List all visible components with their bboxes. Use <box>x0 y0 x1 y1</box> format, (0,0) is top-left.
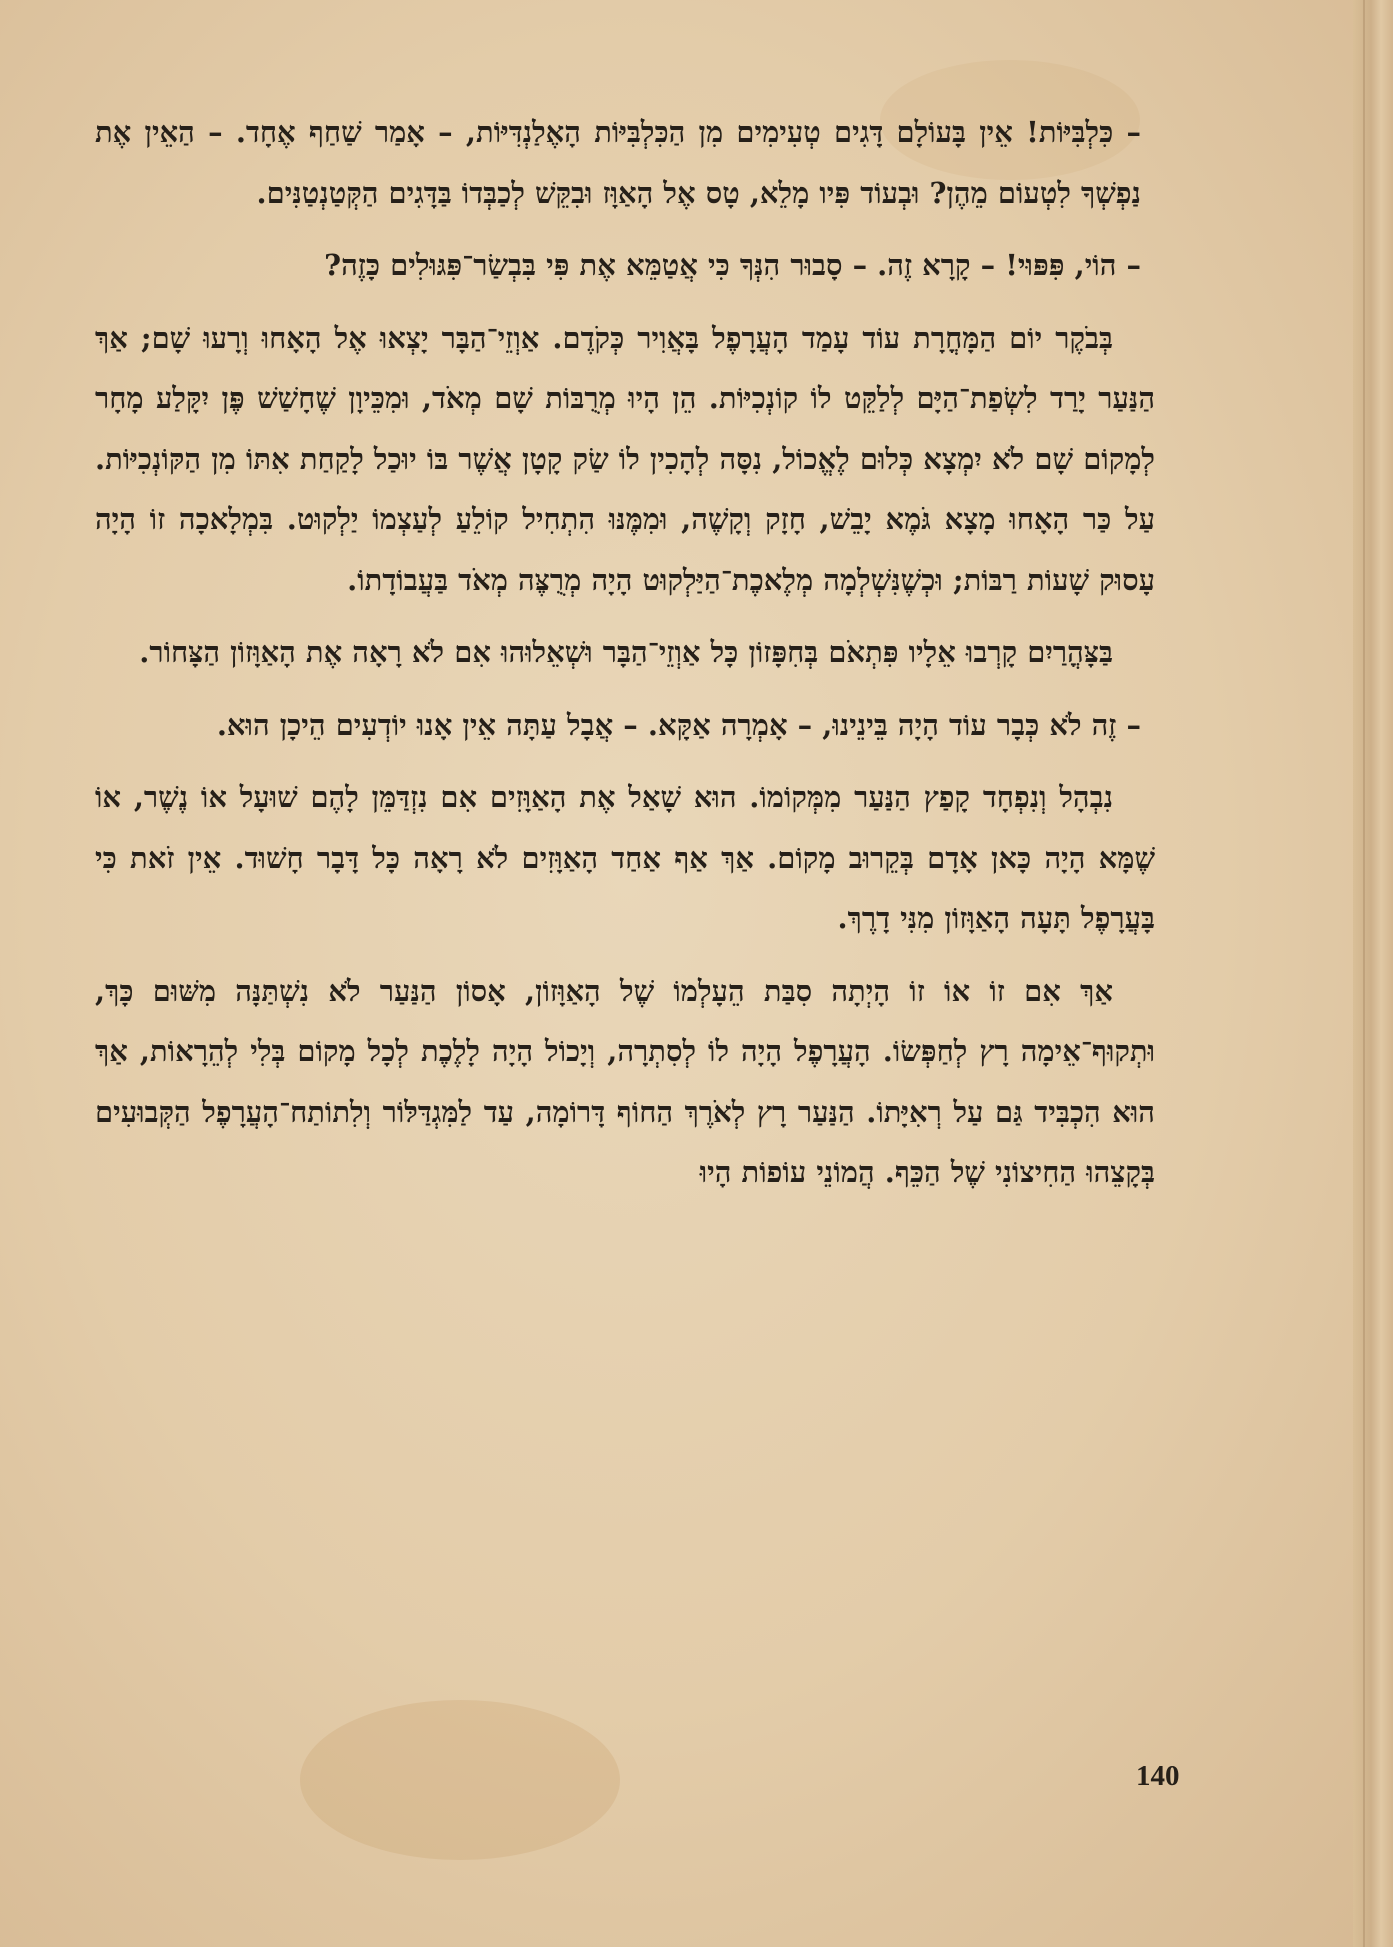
page-edge <box>1353 0 1393 1947</box>
paragraph-noon: בַּצָּהֳרַיִם קָרְבוּ אֵלָיו פִּתְאֹם בְּחִפָּזוֹן כָּל אַוְזֵי־הַבָּר וּשְׁאֵלוּהוּ אִם לֹא רָאָה אֶת הָאַוָּזוֹן הַצָּחוֹר. <box>139 635 1113 669</box>
body-text <box>95 102 1155 1215</box>
page-number: 140 <box>1136 1760 1180 1792</box>
paragraph-frightened: נִבְהָל וְנִפְחָד קָפַץ הַנַּעַר מִמְּקוֹמוֹ. הוּא שָׁאַל אֶת הָאַוָּזִים אִם נִזְדַּמֵּן לָהֶם שׁוּעָל אוֹ נֶשֶׁר, אוֹ שֶׁמָּא הָיָה כָּאן אָדָם בְּקֵרוּב מָקוֹם. אַךְ אַף אַחַד הָאַוָּזִים לֹא רָאָה כָּל דָּבָר חָשׁוּד. אֵין זֹאת כִּי בָּעֲרָפֶל תָּעָה הָאַוָּזוֹן מִנִּי דָרֶךְ. <box>95 780 1155 935</box>
paragraph-morning: בְּבֹקֶר יוֹם הַמָּחֳרָת עוֹד עָמַד הָעֲרָפֶל בָּאֲוִיר כְּקֹדֶם. אַוְזֵי־הַבָּר יָצְאוּ אֶל הָאָחוּ וְרָעוּ שָׁם; אַךְ הַנַּעַר יָרַד לִשְׂפַת־הַיָּם לְלַקֵּט לוֹ קוֹנְכִיּוֹת. הֵן הָיוּ מְרֻבּוֹת שָׁם מְאֹד, וּמִכֵּיוָן שֶׁחָשַׁשׁ פֶּן יִקָּלַע מָחָר לְמָקוֹם שָׁם לֹא יִמְצָא כְּלוּם לֶאֱכוֹל, נִסָּה לְהָכִין לוֹ שַׂק קָטָן אֲשֶׁר בּוֹ יוּכַל לָקַחַת אִתּוֹ מִן הַקּוֹנְכִיּוֹת. עַל כַּר הָאָחוּ מָצָא גֹּמֶא יָבֵשׁ, חָזָק וְקָשֶׁה, וּמִמֶּנּוּ הִתְחִיל קוֹלֵעַ לְעַצְמוֹ יַלְקוּט. בִּמְלָאכָה זוֹ הָיָה עָסוּק שָׁעוֹת רַבּוֹת; וּכְשֶׁנִּשְׁלְמָה מְלֶאכֶת־הַיַּלְקוּט הָיָה מְרֻצֶּה מְאֹד בַּעֲבוֹדָתוֹ. <box>95 320 1155 597</box>
paragraph-dialog-akka: – זֶה לֹא כְּבָר עוֹד הָיָה בֵּינֵינוּ, – אָמְרָה אַקָּא. – אֲבָל עַתָּה אֵין אָנוּ יוֹדְעִים הֵיכָן הוּא. <box>216 707 1141 742</box>
page-edge-line <box>1363 0 1365 1947</box>
paragraph-dialog-2: – הוֹי, פִּפּוּי! – קָרָא זֶה. – סָבוּר הִנְּךָ כִּי אֲטַמֵּא אֶת פִּי בִּבְשַׂר־פִּגּוּלִים כָּזֶה? <box>324 248 1141 282</box>
paper-stain <box>300 1700 620 1860</box>
paragraph-search: אַךְ אִם זוֹ אוֹ זוֹ הָיְתָה סִבַּת הֵעָלְמוֹ שֶׁל הָאַוָּזוֹן, אָסוֹן הַנַּעַר לֹא נִשְׁתַּנָּה מִשּׁוּם כָּךְ, וּתְקוּף־אֵימָה רָץ לְחַפְּשׂוֹ. הָעֲרָפֶל הָיָה לוֹ לְסִתְרָה, וְיָכוֹל הָיָה לָלֶכֶת לְכָל מָקוֹם בְּלִי לְהֵרָאוֹת, אַךְ הוּא הִכְבִּיד גַּם עַל רְאִיָּתוֹ. הַנַּעַר רָץ לְאֹרֶךְ הַחוֹף דָּרוֹמָה, עַד לַמִּגְדַּלּוֹר וְלִתוֹתַח־הָעֲרָפֶל הַקְּבוּעִים בְּקָצֵהוּ הַחִיצוֹנִי שֶׁל הַכֵּף. הֲמוֹנֵי עוֹפוֹת הָיוּ <box>95 973 1155 1189</box>
paragraph-dialog-1: – כִּלְבִּיּוֹת! אֵין בָּעוֹלָם דָּגִים טְעִימִים מִן הַכִּלְבִּיּוֹת הָאֶלַנְדִּיּוֹת, – אָמַר שַׁחַף אֶחָד. – הַאֵין אֶת נַפְשְׁךָ לִטְעוֹם מֵהֶן? וּבְעוֹד פִּיו מָלֵא, טָס אֶל הָאַוָּז וּבִקֵּשׁ לְכַבְּדוֹ בַּדָּגִים הַקְּטַנְטַנִּים. <box>95 115 1141 210</box>
